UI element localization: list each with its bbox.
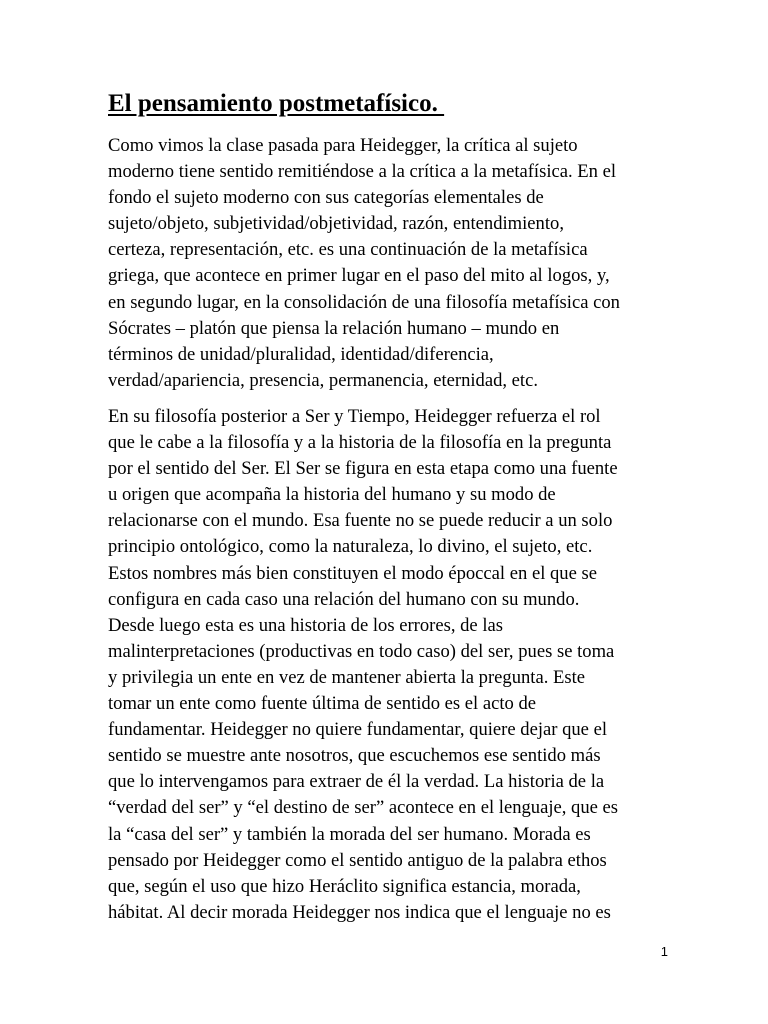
paragraph-line: En su filosofía posterior a Ser y Tiempo, Heidegger refuerza el rol	[108, 406, 601, 427]
paragraph-line: por el sentido del Ser. El Ser se figura en esta etapa como una fuente	[108, 458, 618, 480]
paragraph-line: Sócrates – platón que piensa la relación humano – mundo en	[108, 317, 560, 339]
paragraph-line: verdad/apariencia, presencia, permanencia, eternidad, etc.	[108, 369, 538, 391]
paragraph-line: moderno tiene sentido remitiéndose a la crítica a la metafísica. En el	[108, 161, 617, 183]
paragraph-line: principio ontológico, como la naturaleza, lo divino, el sujeto, etc.	[108, 536, 593, 558]
paragraph-line: la “casa del ser” y también la morada del ser humano. Morada es	[108, 823, 591, 845]
paragraph-line: y privilegia un ente en vez de mantener abierta la pregunta. Este	[108, 666, 586, 688]
paragraph-line: configura en cada caso una relación del humano con su mundo.	[108, 588, 580, 610]
paragraph-line: términos de unidad/pluralidad, identidad/diferencia,	[108, 343, 494, 365]
paragraph-line: Estos nombres más bien constituyen el modo époccal en el que se	[108, 562, 597, 584]
paragraph-line: Como vimos la clase pasada para Heidegger, la crítica al sujeto	[108, 135, 578, 156]
paragraph-line: sujeto/objeto, subjetividad/objetividad, razón, entendimiento,	[108, 213, 564, 235]
paragraph-line: fondo el sujeto moderno con sus categorías elementales de	[108, 187, 544, 209]
page-number: 1	[660, 944, 668, 959]
paragraph-line: griega, que acontece en primer lugar en el paso del mito al logos, y,	[108, 265, 610, 287]
paragraph-line: fundamentar. Heidegger no quiere fundamentar, quiere dejar que el	[108, 719, 607, 741]
paragraph-line: tomar un ente como fuente última de sentido es el acto de	[108, 693, 537, 715]
document-title: El pensamiento postmetafísico.	[108, 90, 445, 117]
paragraph-line: pensado por Heidegger como el sentido antiguo de la palabra ethos	[108, 849, 607, 871]
paragraph-line: que lo intervengamos para extraer de él la verdad. La historia de la	[108, 771, 605, 793]
paragraph-line: que le cabe a la filosofía y a la historia de la filosofía en la pregunta	[108, 432, 612, 454]
paragraph-2	[108, 404, 618, 926]
paragraph-1	[108, 133, 620, 394]
paragraph-line: en segundo lugar, en la consolidación de una filosofía metafísica con	[108, 291, 620, 313]
paragraph-line: Desde luego esta es una historia de los errores, de las	[108, 614, 503, 636]
paragraph-line: que, según el uso que hizo Heráclito significa estancia, morada,	[108, 875, 581, 897]
paragraph-line: sentido se muestre ante nosotros, que escuchemos ese sentido más	[108, 745, 601, 767]
paragraph-line: relacionarse con el mundo. Esa fuente no se puede reducir a un solo	[108, 510, 613, 532]
paragraph-line: “verdad del ser” y “el destino de ser” acontece en el lenguaje, que es	[108, 797, 619, 819]
paragraph-line: hábitat. Al decir morada Heidegger nos indica que el lenguaje no es	[108, 901, 611, 923]
paragraph-line: u origen que acompaña la historia del humano y su modo de	[108, 484, 556, 506]
paragraph-line: certeza, representación, etc. es una continuación de la metafísica	[108, 239, 588, 261]
paragraph-line: malinterpretaciones (productivas en todo caso) del ser, pues se toma	[108, 640, 615, 662]
